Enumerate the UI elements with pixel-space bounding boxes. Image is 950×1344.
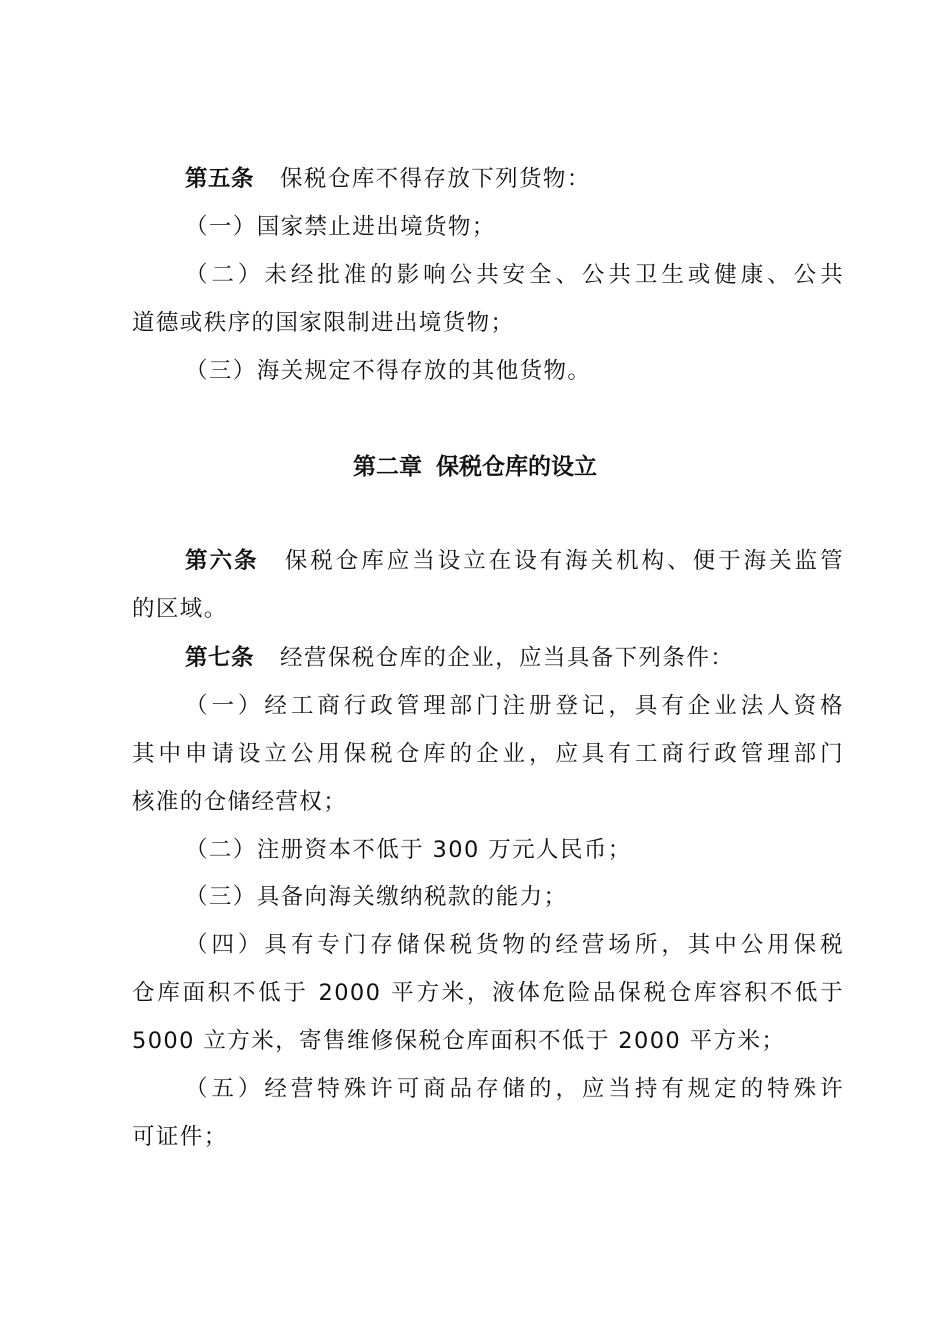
article-7-item-1-line-3: 核准的仓储经营权； xyxy=(132,789,348,815)
article-5-item-3: （三）海关规定不得存放的其他货物。 xyxy=(185,358,592,384)
article-5-item-1: （一）国家禁止进出境货物； xyxy=(185,214,496,240)
article-7-item-4-line-3: 5000 立方米，寄售维修保税仓库面积不低于 2000 平方米； xyxy=(132,1028,786,1054)
article-5-heading-line xyxy=(185,164,844,194)
chapter-title: 保税仓库的设立 xyxy=(436,454,597,480)
chapter-number: 第二章 xyxy=(353,454,422,480)
article-5-label: 第五条 xyxy=(185,166,255,192)
article-6-text: 保税仓库应当设立在设有海关机构、便于海关监管 xyxy=(284,548,844,574)
article-7-item-1-line-2: 其中申请设立公用保税仓库的企业，应具有工商行政管理部门 xyxy=(132,741,844,767)
article-7-item-2: （二）注册资本不低于 300 万元人民币； xyxy=(185,837,632,863)
article-6-line-1 xyxy=(185,546,844,576)
article-7-item-3: （三）具备向海关缴纳税款的能力； xyxy=(185,884,568,910)
article-5-item-2-line-1: （二）未经批准的影响公共安全、公共卫生或健康、公共 xyxy=(185,262,844,288)
article-7-item-1-line-1: （一）经工商行政管理部门注册登记，具有企业法人资格 xyxy=(185,693,844,719)
article-7-label: 第七条 xyxy=(185,645,255,671)
article-6-label: 第六条 xyxy=(185,548,259,574)
article-7-item-5-line-2: 可证件； xyxy=(132,1124,228,1150)
article-7-item-5-line-1: （五）经营特殊许可商品存储的，应当持有规定的特殊许 xyxy=(185,1076,844,1102)
article-7-heading-line xyxy=(185,643,844,673)
article-5-item-2-line-2: 道德或秩序的国家限制进出境货物； xyxy=(132,310,515,336)
article-5-text: 保税仓库不得存放下列货物： xyxy=(280,166,591,192)
article-7-item-4-line-2: 仓库面积不低于 2000 平方米，液体危险品保税仓库容积不低于 xyxy=(132,980,844,1006)
article-7-item-4-line-1: （四）具有专门存储保税货物的经营场所，其中公用保税 xyxy=(185,932,844,958)
article-7-text: 经营保税仓库的企业，应当具备下列条件： xyxy=(280,645,735,671)
chapter-heading xyxy=(0,452,950,482)
article-6-line-2: 的区域。 xyxy=(132,596,228,622)
